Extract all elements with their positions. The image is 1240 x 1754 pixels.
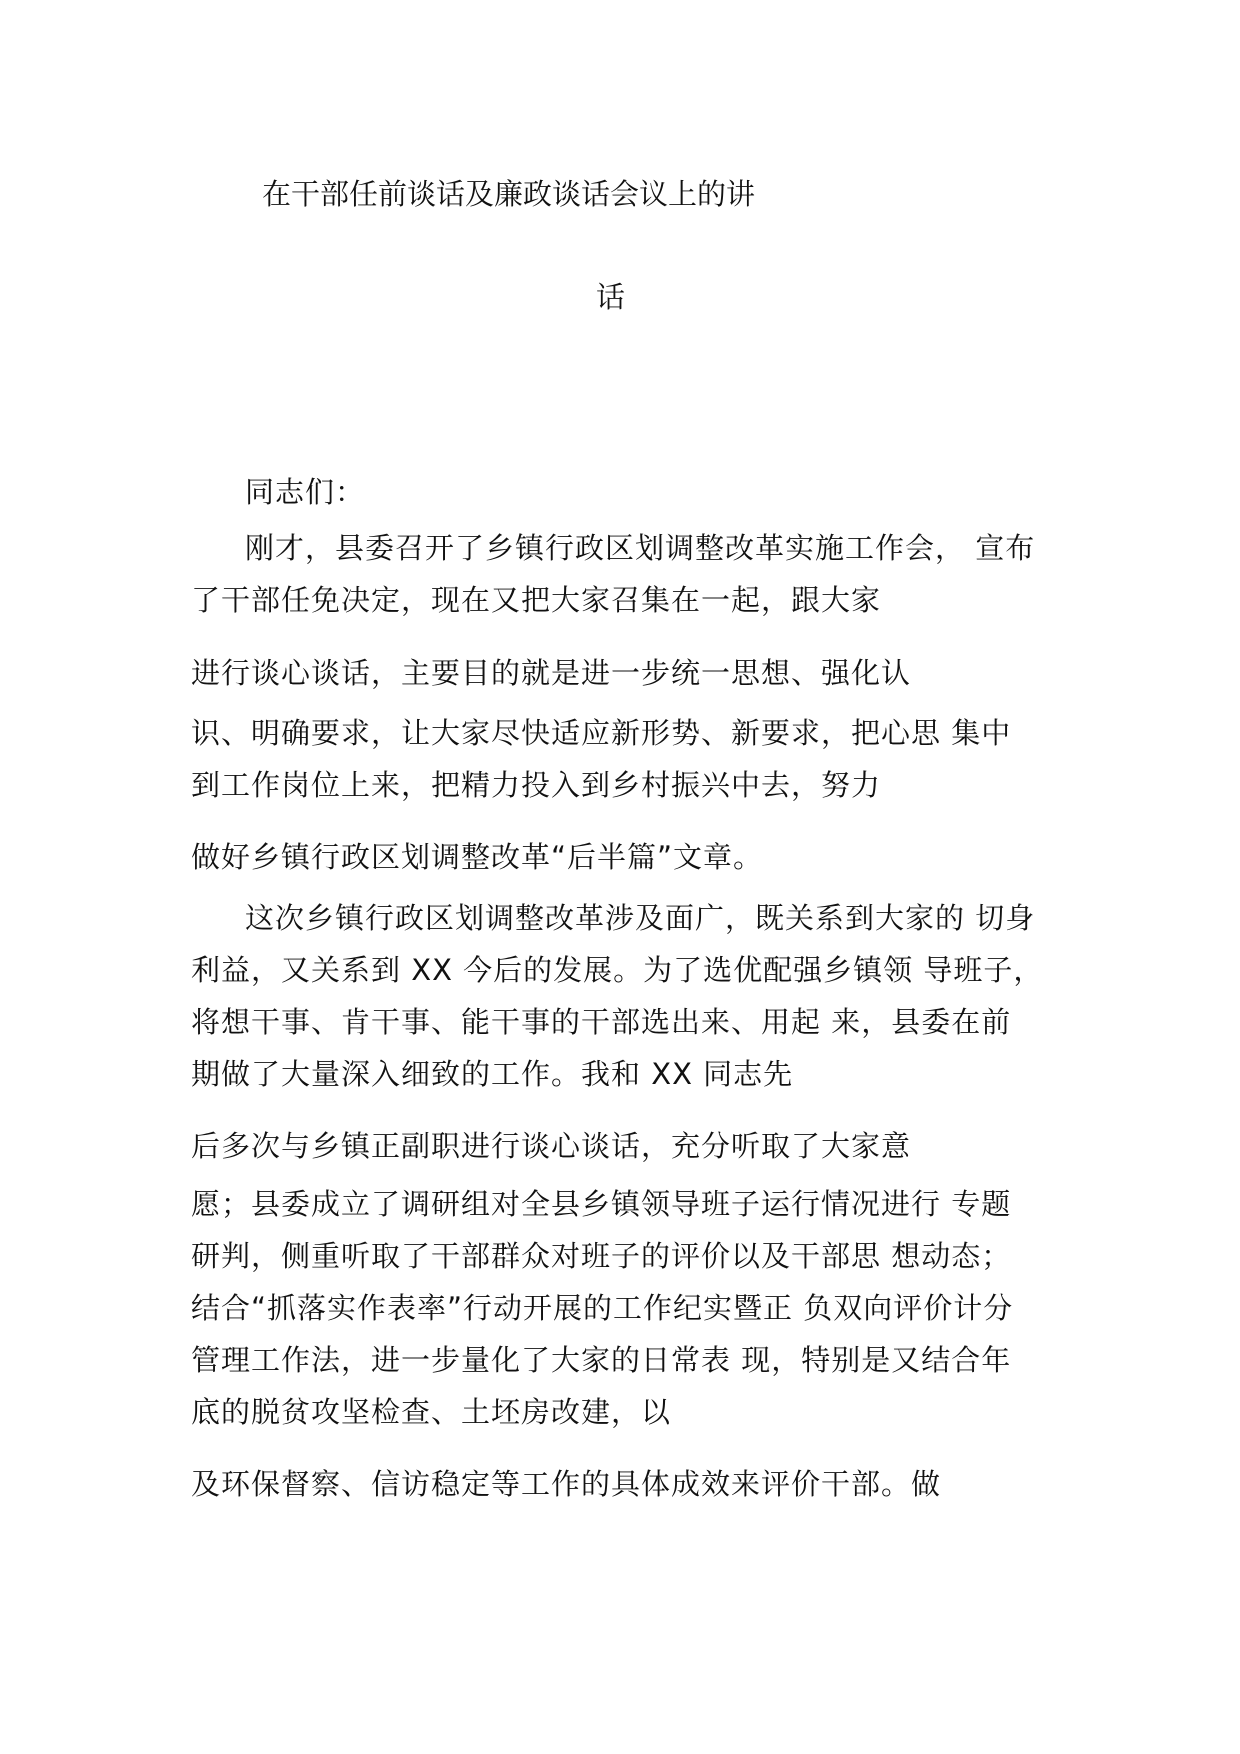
paragraph-2-line-3: 将想干事、肯干事、能干事的干部选出来、用起 来，县委在前 bbox=[191, 1005, 1012, 1039]
paragraph-1-line-2: 了干部任免决定，现在又把大家召集在一起，跟大家 bbox=[191, 583, 882, 617]
paragraph-2-line-4: 期做了大量深入细致的工作。我和 XX 同志先 bbox=[191, 1057, 794, 1091]
paragraph-2-line-9: 管理工作法，进一步量化了大家的日常表 现，特别是又结合年 bbox=[191, 1343, 1012, 1377]
paragraph-1-line-3: 进行谈心谈话，主要目的就是进一步统一思想、强化认 bbox=[191, 656, 912, 690]
paragraph-2-line-8: 结合“抓落实作表率”行动开展的工作纪实暨正 负双向评价计分 bbox=[191, 1291, 1014, 1325]
paragraph-2-line-1: 这次乡镇行政区划调整改革涉及面广，既关系到大家的 切身 bbox=[245, 901, 1036, 935]
paragraph-2-line-7: 研判，侧重听取了干部群众对班子的评价以及干部思 想动态； bbox=[191, 1239, 1012, 1273]
document-title-line-2: 话 bbox=[596, 280, 626, 314]
paragraph-2-line-11: 及环保督察、信访稳定等工作的具体成效来评价干部。做 bbox=[191, 1467, 942, 1501]
paragraph-2-line-10: 底的脱贫攻坚检查、土坯房改建，以 bbox=[191, 1395, 672, 1429]
document-title-line-1: 在干部任前谈话及廉政谈话会议上的讲 bbox=[262, 177, 756, 211]
paragraph-2-line-5: 后多次与乡镇正副职进行谈心谈话，充分听取了大家意 bbox=[191, 1129, 912, 1163]
paragraph-1-line-6: 做好乡镇行政区划调整改革“后半篇”文章。 bbox=[191, 840, 764, 874]
paragraph-1-line-1: 刚才，县委召开了乡镇行政区划调整改革实施工作会， 宣布 bbox=[245, 531, 1036, 565]
paragraph-1-line-4: 识、明确要求，让大家尽快适应新形势、新要求，把心思 集中 bbox=[191, 716, 1012, 750]
paragraph-2-line-2: 利益，又关系到 XX 今后的发展。为了选优配强乡镇领 导班子， bbox=[191, 953, 1044, 987]
paragraph-2-line-6: 愿；县委成立了调研组对全县乡镇领导班子运行情况进行 专题 bbox=[191, 1187, 1012, 1221]
paragraph-1-line-5: 到工作岗位上来，把精力投入到乡村振兴中去，努力 bbox=[191, 768, 882, 802]
salutation: 同志们： bbox=[245, 475, 366, 509]
